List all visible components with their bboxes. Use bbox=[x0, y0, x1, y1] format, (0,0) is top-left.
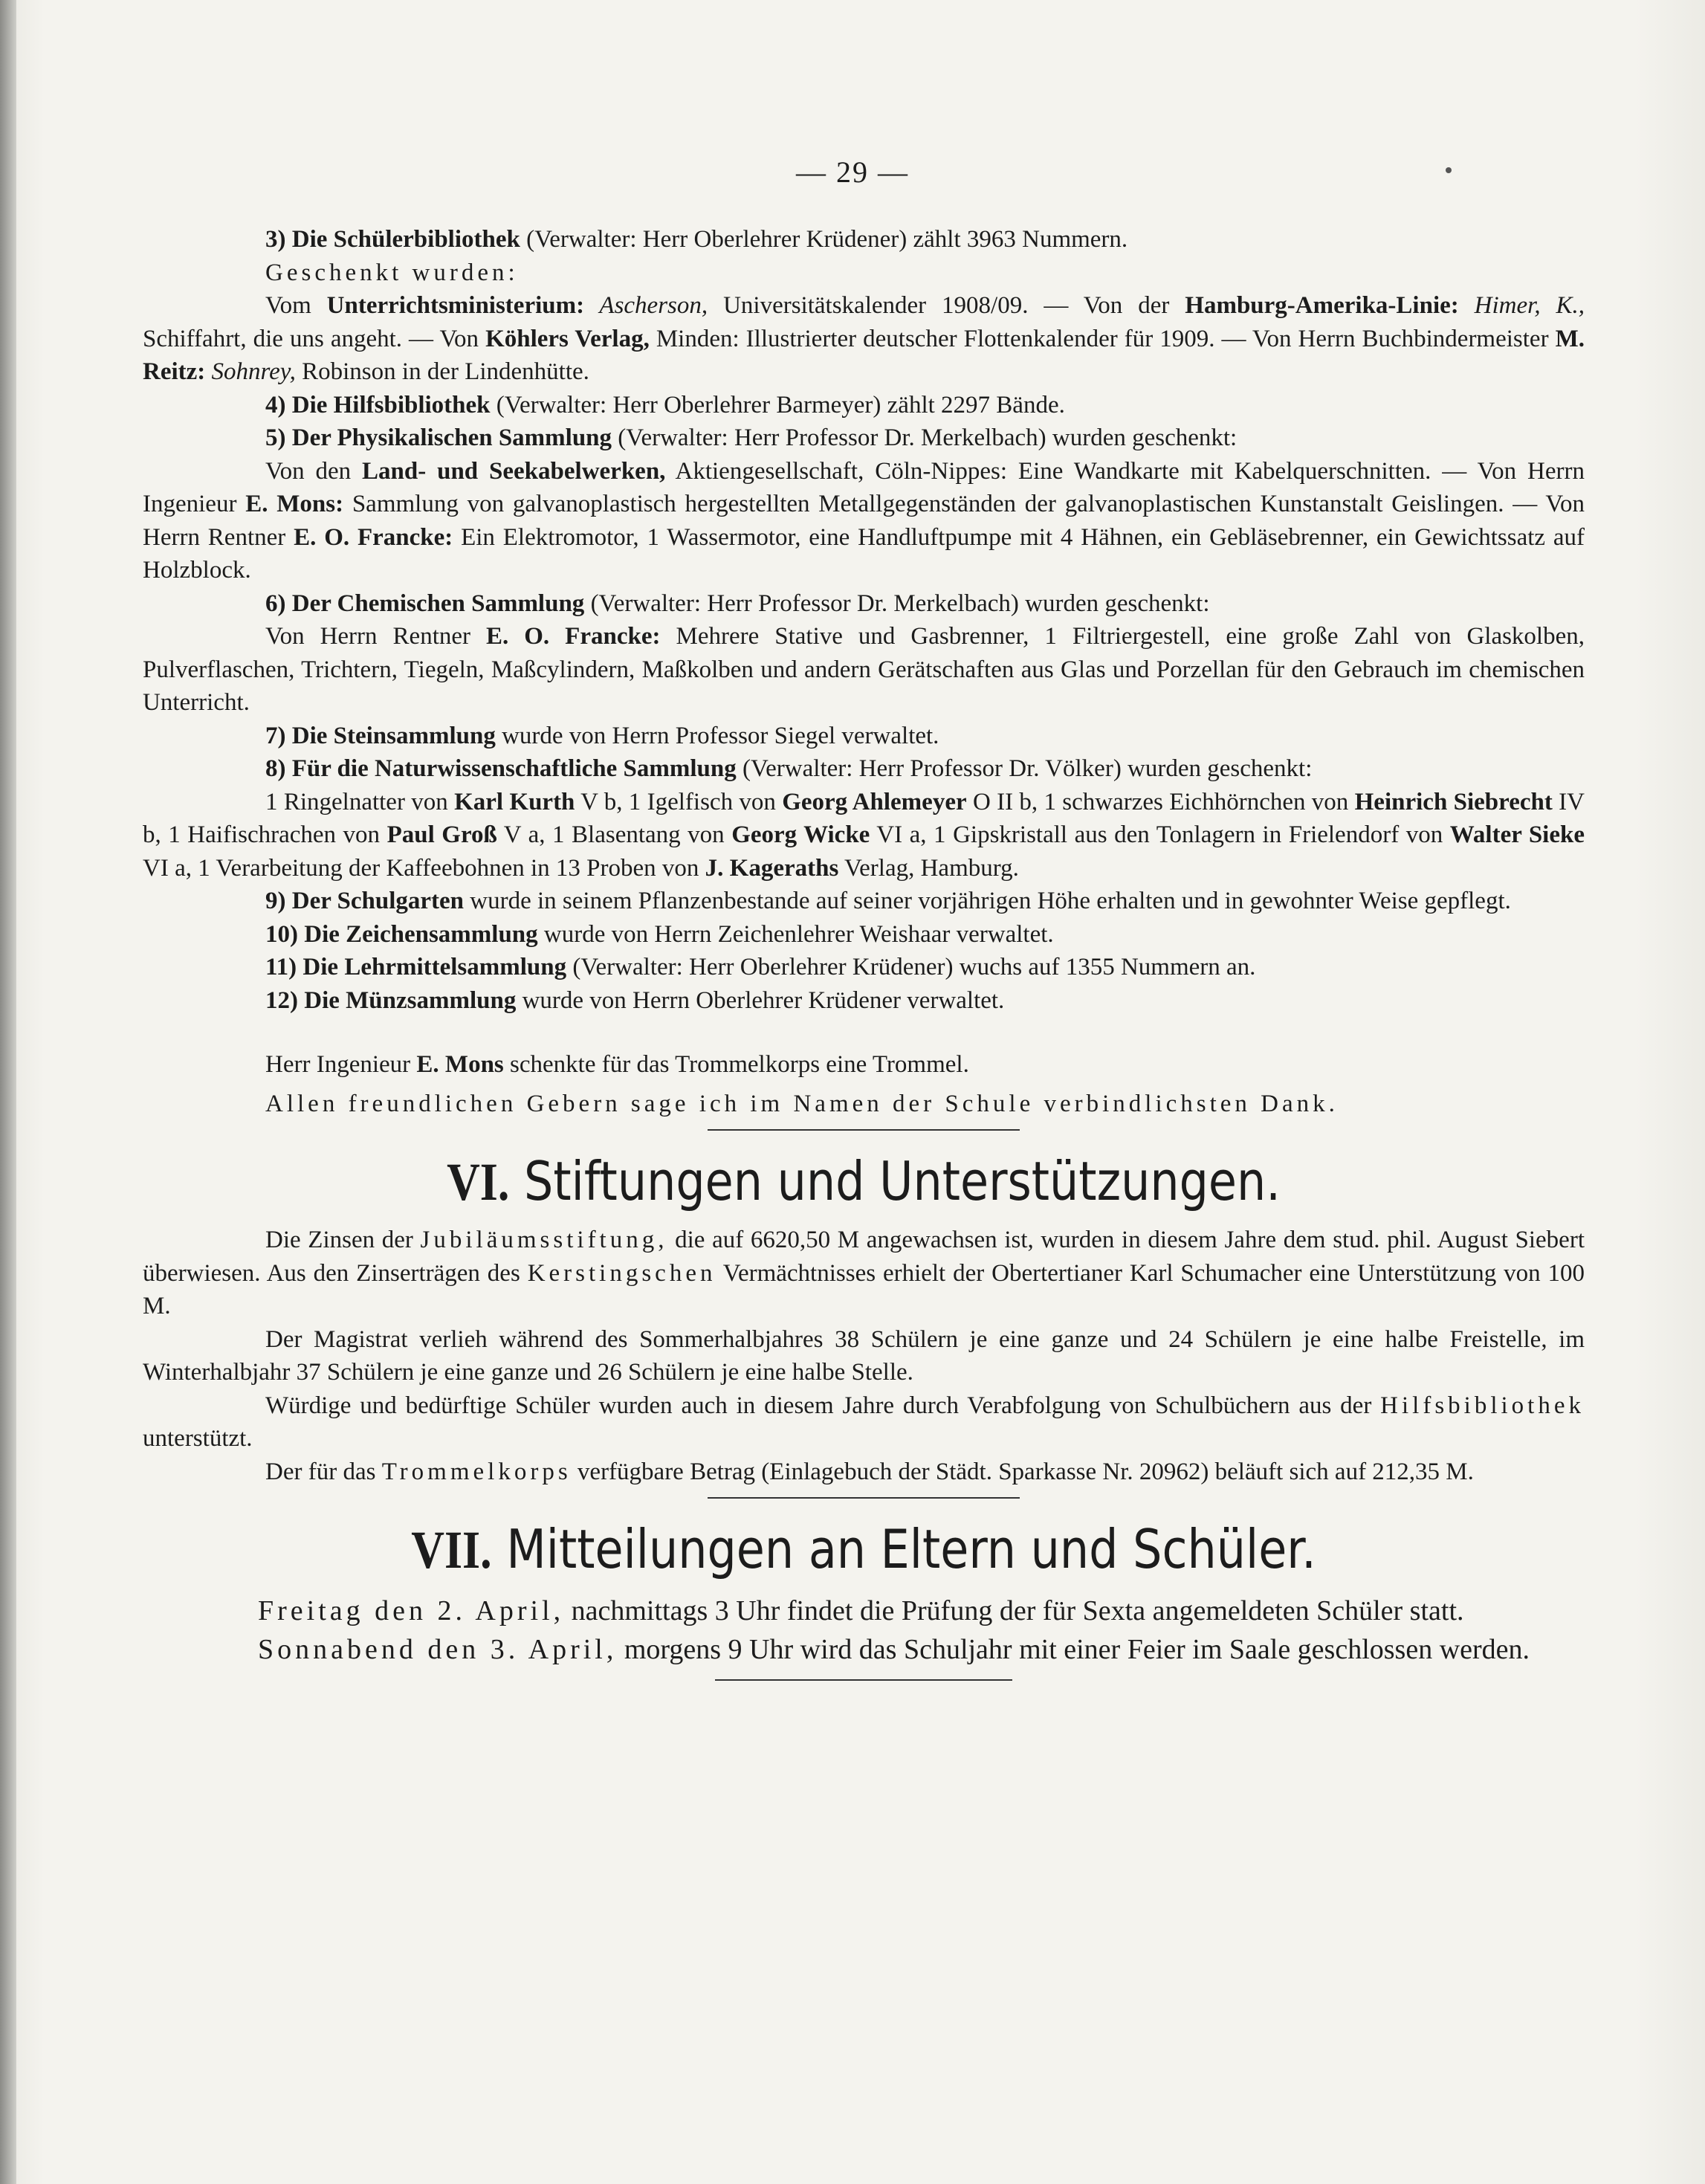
section-vi-heading: VI. Stiftungen und Unterstützungen. bbox=[447, 1150, 1281, 1212]
pruefung-paragraph: Freitag den 2. April, nachmittags 3 Uhr findet die Prüfung der für Sexta angemeldeten Schüler statt. bbox=[258, 1595, 1464, 1626]
binding-shadow bbox=[0, 0, 16, 2184]
freistellen-paragraph: Der Magistrat verlieh während des Sommerhalbjahres 38 Schülern je eine ganze und 24 Schülern je eine halbe Freistelle, im Winterhalbjahr 37 Schülern je eine ganze und 26 Schülern je eine halbe Stelle. bbox=[143, 1325, 1585, 1386]
item-chemie-sammlung: 6) Der Chemischen Sammlung (Verwalter: Herr Professor Dr. Merkelbach) wurden geschenkt: bbox=[265, 589, 1210, 617]
section-divider bbox=[708, 1497, 1020, 1499]
page-content bbox=[143, 223, 1585, 1694]
gifts-naturwiss: 1 Ringelnatter von Karl Kurth V b, 1 Igelfisch von Georg Ahlemeyer O II b, 1 schwarzes Eichhörnchen von Heinrich Siebrecht IV b, 1 Haifischrachen von Paul Groß V a, 1 Blasentang von Georg Wicke VI a, 1 Gipskristall aus den Tonlagern in Frielendorf von Walter Sieke VI a, 1 Verarbeitung der Kaffeebohnen in 13 Proben von J. Kageraths Verlag, Hamburg. bbox=[143, 788, 1585, 882]
item-muenzsammlung: 12) Die Münzsammlung wurde von Herrn Oberlehrer Krüdener verwaltet. bbox=[265, 986, 1005, 1014]
item-steinsammlung: 7) Die Steinsammlung wurde von Herrn Professor Siegel verwaltet. bbox=[265, 722, 939, 749]
stiftung-paragraph: Die Zinsen der Jubiläumsstiftung, die auf 6620,50 M angewachsen ist, wurden in diesem Jahre dem stud. phil. August Siebert überwiesen. Aus den Zinserträgen des Kerstingschen Vermächtnisses erhielt der Obertertianer Karl Schumacher eine Unterstützung von 100 M. bbox=[143, 1227, 1585, 1319]
trommelkorps-paragraph: Der für das Trommelkorps verfügbare Betrag (Einlagebuch der Städt. Sparkasse Nr. 20962) beläuft sich auf 212,35 M. bbox=[265, 1458, 1474, 1485]
geschenkt-heading: Geschenkt wurden: bbox=[265, 259, 519, 286]
item-naturwiss-sammlung: 8) Für die Naturwissenschaftliche Sammlung (Verwalter: Herr Professor Dr. Völker) wurden geschenkt: bbox=[265, 755, 1313, 782]
section-divider bbox=[708, 1129, 1020, 1131]
item-schulgarten: 9) Der Schulgarten wurde in seinem Pflanzenbestande auf seiner vorjährigen Höhe erhalten und in gewohnter Weise gepflegt. bbox=[265, 888, 1511, 914]
mons-trommel: Herr Ingenieur E. Mons schenkte für das Trommelkorps eine Trommel. bbox=[265, 1051, 969, 1078]
schulbuecher-paragraph: Würdige und bedürftige Schüler wurden auch in diesem Jahre durch Verabfolgung von Schulbüchern aus der Hilfsbibliothek unterstützt. bbox=[143, 1392, 1585, 1452]
gifts-physik: Von den Land- und Seekabelwerken, Aktiengesellschaft, Cöln-Nippes: Eine Wandkarte mit Kabelquerschnitten. — Von Herrn Ingenieur E. Mons: Sammlung von galvanoplastisch hergestellten Metallgegenständen der galvanoplastischen Kunstanstalt Geislingen. — Von Herrn Rentner E. O. Francke: Ein Elektromotor, 1 Wassermotor, eine Handluftpumpe mit 4 Hähnen, ein Gebläsebrenner, ein Gewichtssatz auf Holzblock. bbox=[143, 457, 1585, 584]
spacer bbox=[143, 1017, 1585, 1048]
end-divider bbox=[715, 1679, 1012, 1681]
schulschluss-paragraph: Sonnabend den 3. April, morgens 9 Uhr wird das Schuljahr mit einer Feier im Saale geschlossen werden. bbox=[258, 1634, 1530, 1665]
item-hilfsbibliothek: 4) Die Hilfsbibliothek (Verwalter: Herr Oberlehrer Barmeyer) zählt 2297 Bände. bbox=[265, 391, 1065, 419]
item-zeichensammlung: 10) Die Zeichensammlung wurde von Herrn Zeichenlehrer Weishaar verwaltet. bbox=[265, 920, 1054, 948]
gifts-bibliothek: Vom Unterrichtsministerium: Ascherson, Universitätskalender 1908/09. — Von der Hamburg-Amerika-Linie: Himer, K., Schiffahrt, die uns angeht. — Von Köhlers Verlag, Minden: Illustrierter deutscher Flottenkalender für 1909. — Von Herrn Buchbindermeister M. Reitz: Sohnrey, Robinson in der Lindenhütte. bbox=[143, 292, 1585, 385]
gifts-chemie: Von Herrn Rentner E. O. Francke: Mehrere Stative und Gasbrenner, 1 Filtriergestell, eine große Zahl von Glaskolben, Pulverflaschen, Trichtern, Tiegeln, Maßcylindern, Maßkolben und andern Gerätschaften aus Glas und Porzellan für den Gebrauch im chemischen Unterricht. bbox=[143, 623, 1585, 716]
item-schuelerbibliothek: 3) Die Schülerbibliothek (Verwalter: Herr Oberlehrer Krüdener) zählt 3963 Nummern. bbox=[265, 226, 1128, 253]
item-lehrmittelsammlung: 11) Die Lehrmittelsammlung (Verwalter: Herr Oberlehrer Krüdener) wuchs auf 1355 Nummern an. bbox=[265, 954, 1256, 980]
page-number: — 29 — bbox=[796, 155, 909, 189]
thanks-line: Allen freundlichen Gebern sage ich im Namen der Schule verbindlichsten Dank. bbox=[265, 1090, 1339, 1117]
section-vii-heading: VII. Mitteilungen an Eltern und Schüler. bbox=[411, 1518, 1316, 1580]
ink-speck bbox=[1446, 167, 1452, 173]
item-physik-sammlung: 5) Der Physikalischen Sammlung (Verwalter: Herr Professor Dr. Merkelbach) wurden geschenkt: bbox=[265, 424, 1238, 451]
